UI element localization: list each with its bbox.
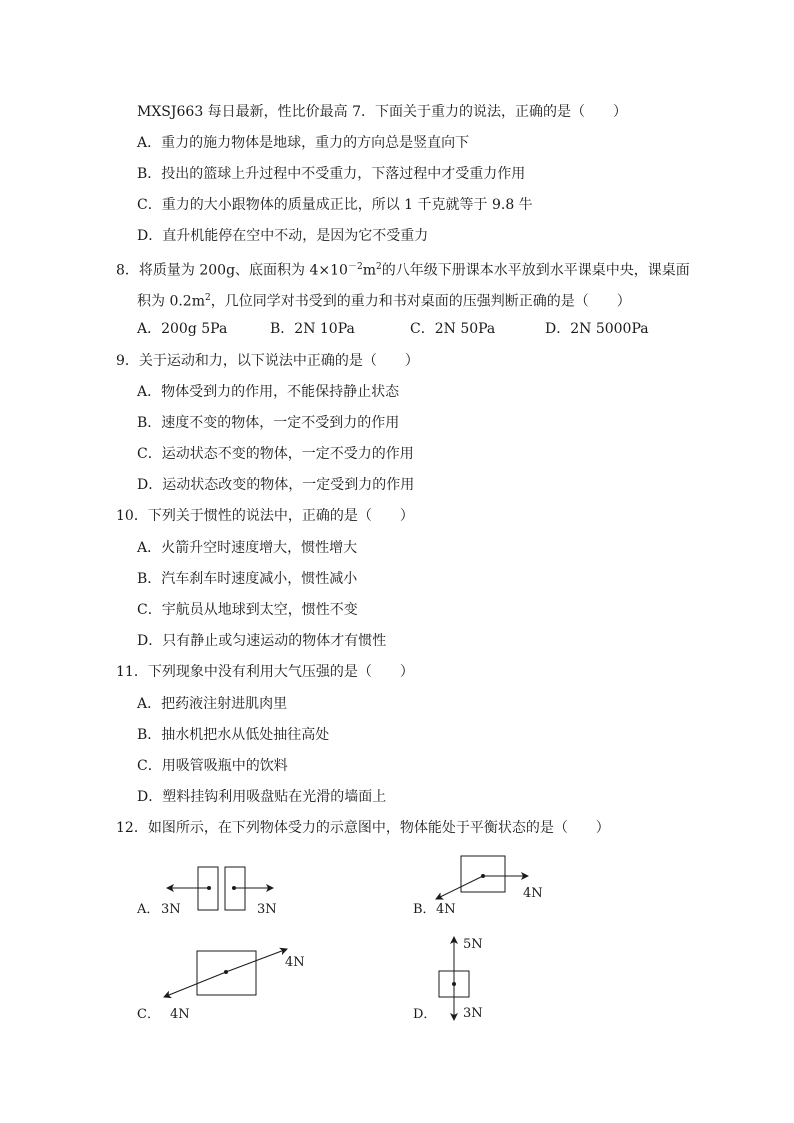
q10-option-d: D．只有静止或匀速运动的物体才有惯性 — [137, 633, 387, 649]
q8-option-a: A．200g 5Pa — [137, 321, 228, 337]
q9-stem: 9．关于运动和力，以下说法中正确的是（ ） — [116, 353, 419, 369]
q9-option-a: A．物体受到力的作用，不能保持静止状态 — [137, 384, 400, 400]
figure-c-down-left-force-label: 4N — [170, 1007, 190, 1022]
figure-d-down-force-label: 3N — [463, 1006, 483, 1021]
figure-c-down-left-force-arrow — [164, 972, 226, 997]
q8-option-c: C．2N 50Pa — [410, 321, 496, 337]
figure-b-diagonal-force-arrow — [436, 876, 483, 899]
q8-stem-line1: 8．将质量为 200g、底面积为 $4\times 10^{-2}m^2$的八年级下册课本水平放到水平课桌中央，课桌面 — [116, 262, 690, 279]
figure-b-right-force-label: 4N — [523, 886, 543, 901]
q11-stem: 11．下列现象中没有利用大气压强的是（ ） — [116, 664, 414, 680]
q10-stem: 10．下列关于惯性的说法中，正确的是（ ） — [116, 508, 414, 524]
q7-option-d: D．直升机能停在空中不动，是因为它不受重力 — [137, 228, 429, 244]
q11-option-b: B．抽水机把水从低处抽往高处 — [137, 727, 330, 743]
q10-option-c: C．宇航员从地球到太空，惯性不变 — [137, 602, 358, 618]
figure-b-diagonal-force-label: 4N — [436, 902, 456, 917]
figure-d-option-label: D． — [413, 1007, 437, 1022]
q7-option-a: A．重力的施力物体是地球，重力的方向总是竖直向下 — [137, 135, 470, 151]
q10-option-a: A．火箭升空时速度增大，惯性增大 — [137, 540, 358, 556]
q8-option-d: D．2N 5000Pa — [545, 321, 649, 337]
q8-stem-line2: 积为 $0.2m^2$，几位同学对书受到的重力和书对桌面的压强判断正确的是（ ） — [137, 293, 631, 310]
q12-stem: 12．如图所示，在下列物体受力的示意图中，物体能处于平衡状态的是（ ） — [116, 820, 610, 836]
figure-a-option-label: A． — [137, 902, 160, 917]
figure-a-right-force-label: 3N — [257, 902, 277, 917]
q11-option-a: A．把药液注射进肌肉里 — [137, 696, 288, 712]
q11-option-c: C．用吸管吸瓶中的饮料 — [137, 758, 288, 774]
q7-stem: MXSJ663 每日最新，性比价最高 7．下面关于重力的说法，正确的是（ ） — [137, 104, 628, 120]
q9-option-b: B．速度不变的物体，一定不受到力的作用 — [137, 415, 400, 431]
figure-b — [436, 856, 528, 899]
figure-c — [164, 949, 287, 997]
figure-a-left-force-label: 3N — [161, 902, 181, 917]
q7-option-b: B．投出的篮球上升过程中不受重力，下落过程中才受重力作用 — [137, 166, 526, 182]
q9-option-c: C．运动状态不变的物体，一定不受力的作用 — [137, 446, 414, 462]
figure-b-option-label: B． — [413, 902, 436, 917]
figure-c-option-label: C． — [137, 1007, 160, 1022]
q11-option-d: D．塑料挂钩利用吸盘贴在光滑的墙面上 — [137, 789, 387, 805]
figure-d-up-force-label: 5N — [463, 937, 483, 952]
figure-c-up-right-force-label: 4N — [285, 955, 305, 970]
q9-option-d: D．运动状态改变的物体，一定受到力的作用 — [137, 477, 415, 493]
q10-option-b: B．汽车刹车时速度减小，惯性减小 — [137, 571, 358, 587]
q8-option-b: B．2N 10Pa — [270, 321, 355, 337]
q7-option-c: C．重力的大小跟物体的质量成正比，所以 1 千克就等于 9.8 牛 — [137, 197, 533, 213]
